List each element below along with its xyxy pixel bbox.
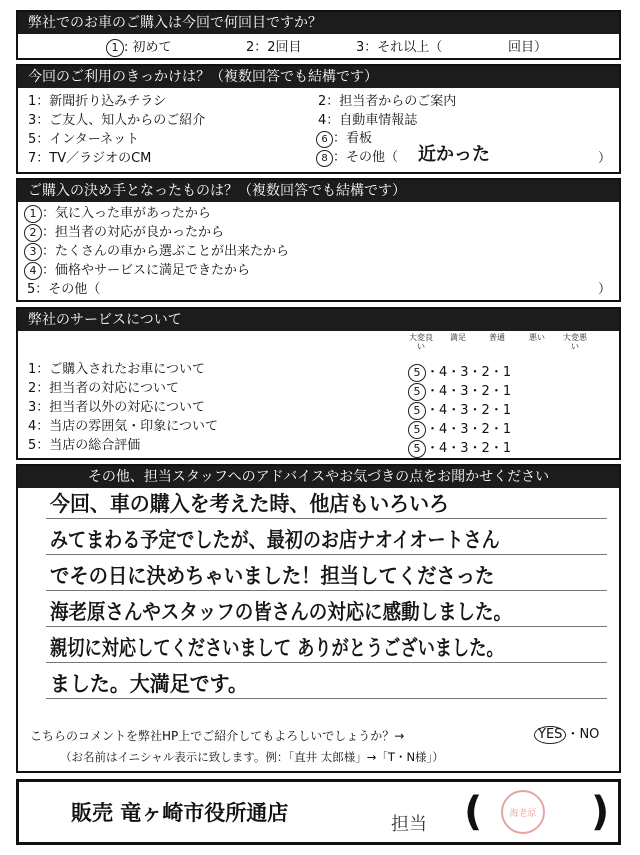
scale-satisfied: 満足 <box>450 333 466 342</box>
scale-normal: 普通 <box>489 333 505 342</box>
selected-circle: 3 <box>24 243 42 261</box>
section-title: 弊社でのお車のご購入は今回で何回目ですか？ <box>18 12 619 34</box>
open-paren: ( <box>464 789 483 835</box>
rating-selected: 5 <box>408 440 426 458</box>
staff-stamp: 海老原 <box>501 790 545 834</box>
rating-row-other-staff[interactable]: 5 ・4・3・2・1 <box>408 399 511 420</box>
selected-circle: 4 <box>24 262 42 280</box>
section-service-rating <box>16 307 621 460</box>
comment-line-2: みてまわる予定でしたが、最初のお店ナオイオートさん <box>50 528 500 552</box>
scale-very-good: 大変良い <box>409 333 433 351</box>
rating-selected: 5 <box>408 421 426 439</box>
option-other[interactable]: 8 ：その他（ <box>316 150 398 167</box>
rating-selected: 5 <box>408 383 426 401</box>
handwritten-other: 近かった <box>418 144 490 165</box>
selected-circle: 2 <box>24 224 42 242</box>
staff-label: 担当 <box>391 814 427 835</box>
option-more[interactable]: 3：それ以上（ <box>356 40 443 55</box>
option-magazine[interactable]: 4：自動車情報誌 <box>318 113 418 128</box>
section-deciding-factor <box>16 178 621 302</box>
ruled-line <box>46 518 607 519</box>
option-tv-radio[interactable]: 7：TV／ラジオのCM <box>28 151 152 166</box>
comment-line-3: でその日に決めちゃいました！担当してくださった <box>50 564 495 588</box>
ruled-line <box>46 698 607 699</box>
selected-circle: 1 <box>106 39 124 57</box>
section-title: 今回のご利用のきっかけは？（複数回答でも結構です） <box>18 66 619 88</box>
consent-yes-circled[interactable]: YES <box>534 726 566 744</box>
option-first-time[interactable]: 1 : 初めて <box>106 39 172 57</box>
option-signboard[interactable]: 6 ：看板 <box>316 131 372 148</box>
rating-label-atmosphere: 4：当店の雰囲気・印象について <box>28 419 219 434</box>
section-purchase-count <box>16 10 621 60</box>
scale-bad: 悪い <box>529 333 545 342</box>
section-title: その他、担当スタッフへのアドバイスやお気づきの点をお聞かせください <box>18 466 619 488</box>
store-footer <box>16 779 621 845</box>
rating-row-overall[interactable]: 5 ・4・3・2・1 <box>408 437 511 458</box>
rating-selected: 5 <box>408 364 426 382</box>
rating-label-staff: 2：担当者の対応について <box>28 381 180 396</box>
factor-item-1[interactable]: 1 ：気に入った車があったから <box>24 205 211 223</box>
store-name: 販売 竜ヶ崎市役所通店 <box>71 801 289 825</box>
comment-line-6: ました。大満足です。 <box>50 672 248 696</box>
rating-row-atmosphere[interactable]: 5 ・4・3・2・1 <box>408 418 511 439</box>
factor-item-2[interactable]: 2 ：担当者の対応が良かったから <box>24 224 224 242</box>
section-reason <box>16 64 621 174</box>
close-paren: ) <box>591 789 610 835</box>
selected-circle: 8 <box>316 150 333 167</box>
rating-label-car: 1：ご購入されたお車について <box>28 362 206 377</box>
ruled-line <box>46 554 607 555</box>
close-paren: ） <box>598 151 612 166</box>
scale-very-bad: 大変悪い <box>563 333 587 351</box>
ruled-line <box>46 662 607 663</box>
consent-question: こちらのコメントを弊社HP上でご紹介してもよろしいでしょうか？→ <box>30 729 405 743</box>
consent-note: （お名前はイニシャル表示に致します。例：「直井 太郎様」→「T・N様」） <box>60 750 444 764</box>
option-staff-guide[interactable]: 2：担当者からのご案内 <box>318 94 457 109</box>
rating-row-staff[interactable]: 5 ・4・3・2・1 <box>408 380 511 401</box>
comment-line-4: 海老原さんやスタッフの皆さんの対応に感動しました。 <box>50 600 512 624</box>
close-paren: ） <box>598 282 612 297</box>
section-comments <box>16 464 621 773</box>
factor-item-3[interactable]: 3 ：たくさんの車から選ぶことが出来たから <box>24 243 289 261</box>
consent-options[interactable]: YES ・NO <box>534 726 599 744</box>
option-friend[interactable]: 3：ご友人、知人からのご紹介 <box>28 113 206 128</box>
selected-circle: 6 <box>316 131 333 148</box>
option-internet[interactable]: 5：インターネット <box>28 132 140 147</box>
consent-no[interactable]: NO <box>579 727 600 742</box>
option-second-time[interactable]: 2：2回目 <box>246 40 302 55</box>
factor-item-5[interactable]: 5：その他（ <box>27 282 101 297</box>
factor-item-4[interactable]: 4 ：価格やサービスに満足できたから <box>24 262 250 280</box>
option-newspaper[interactable]: 1：新聞折り込みチラシ <box>28 94 167 109</box>
ruled-line <box>46 590 607 591</box>
rating-selected: 5 <box>408 402 426 420</box>
section-title: ご購入の決め手となったものは？（複数回答でも結構です） <box>18 180 619 202</box>
comment-line-1: 今回、車の購入を考えた時、他店もいろいろ <box>50 492 449 516</box>
rating-row-car[interactable]: 5 ・4・3・2・1 <box>408 361 511 382</box>
rating-label-other-staff: 3：担当者以外の対応について <box>28 400 206 415</box>
rating-label-overall: 5：当店の総合評価 <box>28 438 141 453</box>
section-title: 弊社のサービスについて <box>18 309 619 331</box>
ruled-line <box>46 626 607 627</box>
comment-line-5: 親切に対応してくださいまして ありがとうございました。 <box>50 636 504 660</box>
selected-circle: 1 <box>24 205 42 223</box>
option-more-end: 回目） <box>508 40 548 55</box>
